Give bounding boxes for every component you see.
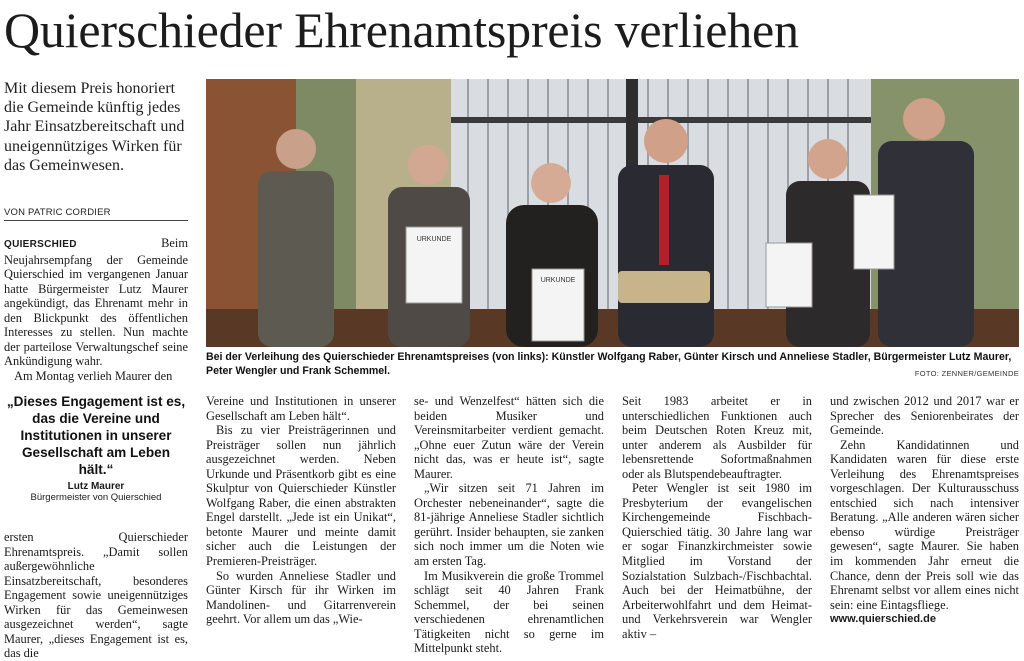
photo-credit: FOTO: ZENNER/GEMEINDE: [914, 369, 1019, 378]
article-paragraph: se- und Wenzelfest“ hätten sich die beiden Musiker und Vereinsmitarbeiter verdient gemacht. „Ohne euer Zutun wäre der Verein nicht das, was er heute ist“, sagte Maurer.: [414, 394, 604, 481]
article-column-2: [206, 394, 396, 627]
article-column-5: [830, 394, 1019, 627]
website-link[interactable]: www.quierschied.de: [830, 613, 936, 626]
article-column-1-top: [4, 236, 188, 383]
lead-paragraph: Mit diesem Preis honoriert die Gemeinde künftig jedes Jahr Einsatzbereitschaft und uneigennütziges Wirken für das Gemeinwesen.: [4, 80, 185, 174]
award-photo: [206, 79, 1019, 347]
pull-quote-author: Lutz Maurer: [67, 481, 125, 492]
article-paragraph: und zwischen 2012 und 2017 war er Sprecher des Seniorenbeirates der Gemeinde.: [830, 394, 1019, 438]
article-column-3: [414, 394, 604, 656]
pull-quote-role: Bürgermeister von Quierschied: [30, 492, 162, 503]
article-paragraph: Am Montag verlieh Maurer den: [14, 368, 173, 383]
article-paragraph: Bis zu vier Preisträgerinnen und Preisträger sollen nun jährlich ausgezeichnet werden. Neben Urkunde und Präsentkorb gibt es eine Skulptur von Quierschieder Künstler Wolfgang Raber, die einen abstrakten Engel darstellt. „Jede ist ein Unikat“, betonte Maurer und meinte damit sicher auch die Leistungen der Premieren-Preisträger.: [206, 423, 396, 569]
article-column-1-bottom: [4, 530, 188, 661]
article-paragraph: ersten Quierschieder Ehrenamtspreis. „Damit sollen außergewöhnliche Einsatzbereitschaft, besonderes Engagement sowie uneigennütziges Wirken für das Gemeinwesen ausgezeichnet werden“, sagte Maurer, „dieses Engagement ist es, das die: [4, 530, 188, 661]
article-paragraph: So wurden Anneliese Stadler und Günter Kirsch für ihr Wirken im Mandolinen- und Gitarrenverein geehrt. Vor allem um das „Wie-: [206, 568, 396, 627]
article-paragraph: Peter Wengler ist seit 1980 im Presbyterium der evangelischen Kirchengemeinde Fischbach-Quierschied tätig. 30 Jahre lang war er sogar Finanzkirchmeister sowie Mitglied im Vorstand der Sozialstation Sulzbach-/Fischbachtal. Auch bei der Heimatbühne, der Arbeiterwohlfahrt und dem Heimat- und Verkehrsverein war Wengler aktiv –: [622, 481, 812, 641]
certificate-label: URKUNDE: [416, 236, 452, 243]
headline: Quierschieder Ehrenamtspreis verliehen: [4, 2, 799, 58]
article-paragraph: Vereine und Institutionen in unserer Gesellschaft am Leben hält“.: [206, 394, 396, 423]
article-paragraph: Seit 1983 arbeitet er in unterschiedlichen Funktionen auch beim Deutschen Roten Kreuz mit, unter anderem als Ausbilder für lebensrettende Sofortmaßnahmen oder als Blutspendebeauftragter.: [622, 394, 812, 481]
byline: VON PATRIC CORDIER: [4, 207, 188, 221]
photo-illustration: [206, 79, 1019, 347]
certificate-label: URKUNDE: [540, 277, 576, 284]
article-column-4: [622, 394, 812, 641]
article-paragraph: „Wir sitzen seit 71 Jahren im Orchester nebeneinander“, sagte die 81-jährige Anneliese Stadler sichtlich gerührt. Insider behaupten, sie zanken sich noch immer um die Noten wie am ersten Tag.: [414, 481, 604, 569]
article-paragraph: [4, 236, 188, 369]
photo-caption: Bei der Verleihung des Quierschieder Ehrenamtspreises (von links): Künstler Wolfgang Raber, Günter Kirsch und Anneliese Stadler, Bürgermeister Lutz Maurer, Peter Wengler und Frank Schemmel.: [206, 351, 1012, 377]
article-paragraph: Im Musikverein die große Trommel schlägt seit 40 Jahren Frank Schemmel, der bei seinen verschiedenen ehrenamtlichen Tätigkeiten nicht so gerne im Mittelpunkt steht.: [414, 568, 604, 656]
pull-quote-text: „Dieses Engagement ist es, das die Vereine und Institutionen in unserer Gesellschaft am Leben hält.“: [6, 394, 186, 477]
article-paragraph: Zehn Kandidatinnen und Kandidaten waren für diese erste Verleihung des Ehrenamtspreises vorgeschlagen. Der Kulturausschuss entschied sich nach intensiver Beratung. „Alle anderen wären sicher ebenso würdige Preisträger gewesen“, sagte Maurer. Sie haben im kommenden Jahr erneut die Chance, denn der Preis soll wie das Ehrenamt selbst vor allem eines nicht sein: eine Eintagsfliege.: [830, 437, 1019, 612]
paragraph-text: Beim Neujahrsempfang der Gemeinde Quierschied im vergangenen Januar hatte Bürgermeister Lutz Maurer angekündigt, das Ehrenamt mehr in den Blickpunkt des öffentlichen Interesses zu stellen. Nun machte der parteilose Verwaltungschef seine Ankündigung wahr.: [4, 236, 188, 369]
dateline: QUIERSCHIED: [4, 239, 77, 250]
pull-quote: [4, 393, 188, 503]
